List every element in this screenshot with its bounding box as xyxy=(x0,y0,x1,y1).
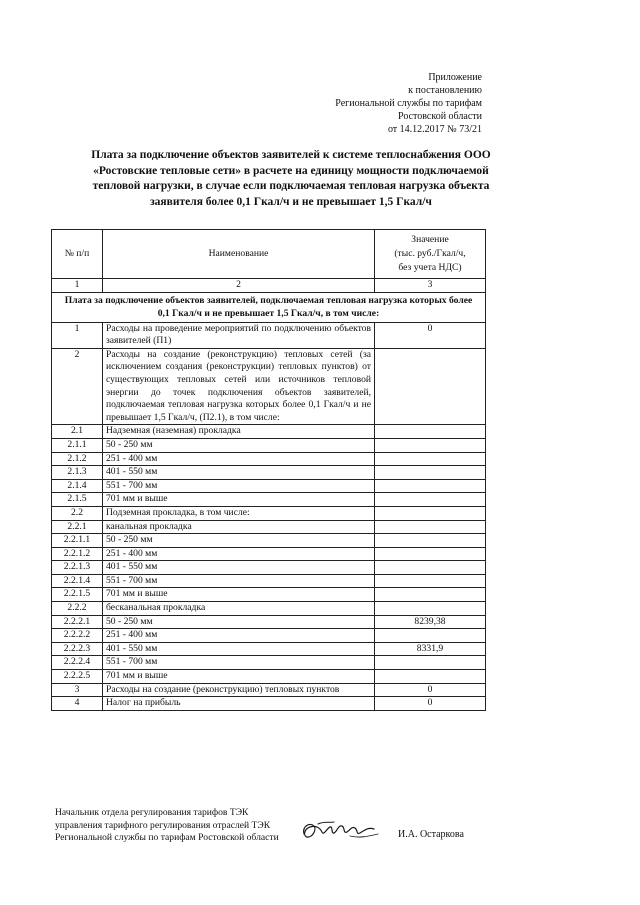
position-line: Региональной службы по тарифам Ростовской области xyxy=(55,832,279,843)
row-number: 2 xyxy=(52,348,103,425)
title-line: Плата за подключение объектов заявителей к системе теплоснабжения ООО xyxy=(91,149,491,161)
table-row xyxy=(52,574,486,588)
row-name: 551 - 700 мм xyxy=(103,574,375,588)
table-row xyxy=(52,642,486,656)
table-row xyxy=(52,629,486,643)
table-row xyxy=(52,588,486,602)
row-number: 2.2.2.2 xyxy=(52,629,103,643)
row-number: 2.2.1.2 xyxy=(52,547,103,561)
row-number: 2.1 xyxy=(52,425,103,439)
header-value xyxy=(375,230,486,279)
row-number: 2.2.2.3 xyxy=(52,642,103,656)
tariff-table-body xyxy=(52,230,486,711)
table-row xyxy=(52,561,486,575)
appendix-line: Приложение xyxy=(428,72,482,83)
header-name: Наименование xyxy=(103,230,375,279)
column-number: 1 xyxy=(52,279,103,293)
row-name: 701 мм и выше xyxy=(103,670,375,684)
row-name: 50 - 250 мм xyxy=(103,438,375,452)
row-value xyxy=(375,629,486,643)
row-number: 2.2.2.5 xyxy=(52,670,103,684)
row-value xyxy=(375,479,486,493)
row-value xyxy=(375,656,486,670)
row-value xyxy=(375,588,486,602)
row-name: 551 - 700 мм xyxy=(103,479,375,493)
row-value xyxy=(375,506,486,520)
row-value xyxy=(375,438,486,452)
table-header-row xyxy=(52,230,486,279)
row-name: 551 - 700 мм xyxy=(103,656,375,670)
table-row xyxy=(52,466,486,480)
row-number: 2.1.3 xyxy=(52,466,103,480)
row-name: 251 - 400 мм xyxy=(103,547,375,561)
row-value: 0 xyxy=(375,683,486,697)
row-name: Надземная (наземная) прокладка xyxy=(103,425,375,439)
row-number: 3 xyxy=(52,683,103,697)
row-value xyxy=(375,348,486,425)
row-number: 2.2.1.1 xyxy=(52,534,103,548)
appendix-block xyxy=(262,71,482,136)
row-name: Подземная прокладка, в том числе: xyxy=(103,506,375,520)
table-row xyxy=(52,479,486,493)
column-number: 2 xyxy=(103,279,375,293)
row-value xyxy=(375,520,486,534)
table-row xyxy=(52,452,486,466)
title-line: тепловой нагрузки, в случае если подключаемая тепловая нагрузка объекта xyxy=(92,180,490,192)
title-line: заявителя более 0,1 Гкал/ч и не превышает 1,5 Гкал/ч xyxy=(150,195,432,208)
row-name: 50 - 250 мм xyxy=(103,615,375,629)
row-value: 0 xyxy=(375,697,486,711)
row-name: Расходы на проведение мероприятий по подключению объектов заявителей (П1) xyxy=(103,322,375,348)
row-value xyxy=(375,670,486,684)
row-value xyxy=(375,534,486,548)
column-number: 3 xyxy=(375,279,486,293)
table-row xyxy=(52,615,486,629)
row-number: 1 xyxy=(52,322,103,348)
table-row xyxy=(52,547,486,561)
position-line: Начальник отдела регулирования тарифов ТЭК xyxy=(55,807,249,818)
table-row xyxy=(52,683,486,697)
appendix-line: Региональной службы по тарифам xyxy=(335,98,482,109)
row-number: 2.1.2 xyxy=(52,452,103,466)
column-numbers-row xyxy=(52,279,486,293)
table-row xyxy=(52,348,486,425)
row-number: 2.1.4 xyxy=(52,479,103,493)
table-row xyxy=(52,602,486,616)
tariff-table xyxy=(51,229,486,711)
row-name: 401 - 550 мм xyxy=(103,561,375,575)
row-name: Налог на прибыль xyxy=(103,697,375,711)
handwritten-signature xyxy=(300,818,382,844)
row-number: 2.2.2.4 xyxy=(52,656,103,670)
appendix-line: к постановлению xyxy=(408,85,482,96)
row-name: 701 мм и выше xyxy=(103,588,375,602)
table-row xyxy=(52,670,486,684)
row-number: 2.1.5 xyxy=(52,493,103,507)
row-number: 2.1.1 xyxy=(52,438,103,452)
table-row xyxy=(52,520,486,534)
table-row xyxy=(52,506,486,520)
header-num: № п/п xyxy=(52,230,103,279)
row-value xyxy=(375,466,486,480)
row-name: 251 - 400 мм xyxy=(103,452,375,466)
row-number: 2.2.2 xyxy=(52,602,103,616)
row-name: Расходы на создание (реконструкцию) тепловых пунктов xyxy=(103,683,375,697)
row-value xyxy=(375,425,486,439)
table-row xyxy=(52,322,486,348)
title-line: «Ростовские тепловые сети» в расчете на единицу мощности подключаемой xyxy=(93,164,489,177)
appendix-date-line: от 14.12.2017 № 73/21 xyxy=(387,124,482,135)
row-value xyxy=(375,561,486,575)
section-header-row xyxy=(52,292,486,322)
row-number: 2.2.1.3 xyxy=(52,561,103,575)
row-name: 401 - 550 мм xyxy=(103,642,375,656)
table-row xyxy=(52,656,486,670)
row-name: 251 - 400 мм xyxy=(103,629,375,643)
row-name: бесканальная прокладка xyxy=(103,602,375,616)
section-line: 0,1 Гкал/ч и не превышает 1,5 Гкал/ч, в том числе: xyxy=(157,308,380,320)
section-header xyxy=(52,292,486,322)
table-row xyxy=(52,534,486,548)
table-row xyxy=(52,697,486,711)
row-value: 8239,38 xyxy=(375,615,486,629)
row-value xyxy=(375,452,486,466)
row-value xyxy=(375,574,486,588)
header-value-line: (тыс. руб./Гкал/ч, xyxy=(394,248,466,259)
row-name: Расходы на создание (реконструкцию) тепловых сетей (за исключением создания (реконструкции) тепловых пунктов) от существующих тепловых сетей или источников тепловой энергии до точек подключения объектов заявителей, подключаемая тепловая нагрузка которых более 0,1 Гкал/ч и не превышает 1,5 Гкал/ч, (П2.1), в том числе: xyxy=(103,348,375,425)
row-name: 701 мм и выше xyxy=(103,493,375,507)
header-value-line: Значение xyxy=(411,234,449,245)
position-line: управления тарифного регулирования отраслей ТЭК xyxy=(55,819,271,831)
row-value xyxy=(375,547,486,561)
row-value: 8331,9 xyxy=(375,642,486,656)
document-title xyxy=(56,148,526,210)
row-name: 401 - 550 мм xyxy=(103,466,375,480)
appendix-line: Ростовской области xyxy=(398,111,482,122)
row-value: 0 xyxy=(375,322,486,348)
row-number: 4 xyxy=(52,697,103,711)
row-name: канальная прокладка xyxy=(103,520,375,534)
row-number: 2.2.2.1 xyxy=(52,615,103,629)
row-number: 2.2 xyxy=(52,506,103,520)
row-name: 50 - 250 мм xyxy=(103,534,375,548)
table-row xyxy=(52,438,486,452)
row-number: 2.2.1 xyxy=(52,520,103,534)
row-value xyxy=(375,493,486,507)
row-number: 2.2.1.4 xyxy=(52,574,103,588)
row-number: 2.2.1.5 xyxy=(52,588,103,602)
signatory-position xyxy=(55,807,305,845)
header-value-line: без учета НДС) xyxy=(398,262,462,273)
table-row xyxy=(52,425,486,439)
signer-name: И.А. Остаркова xyxy=(398,829,464,840)
section-line: Плата за подключение объектов заявителей, подключаемая тепловая нагрузка которых более xyxy=(64,294,473,306)
table-row xyxy=(52,493,486,507)
row-value xyxy=(375,602,486,616)
